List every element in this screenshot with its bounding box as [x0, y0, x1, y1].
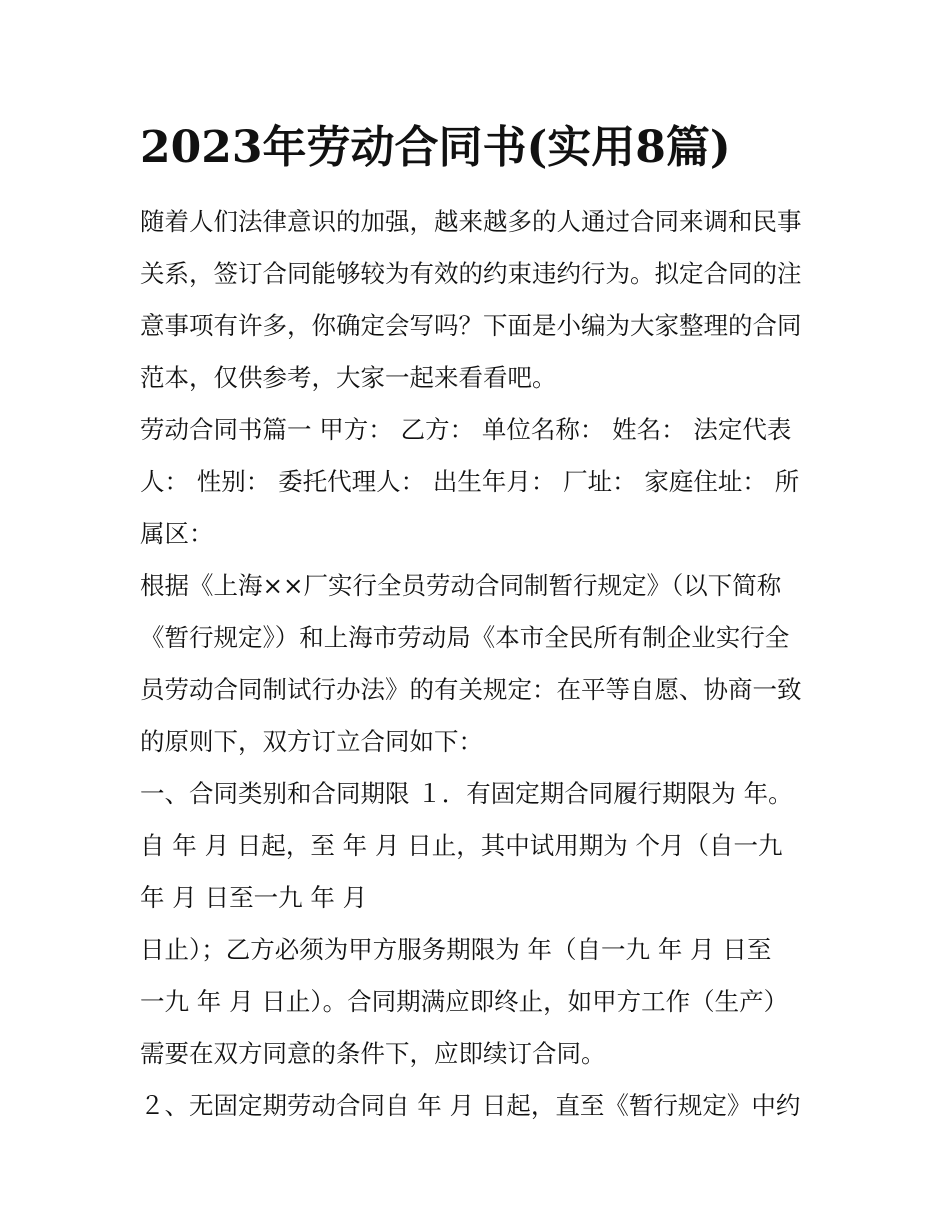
paragraph-line: 一、合同类别和合同期限 １．有固定期合同履行期限为 年。: [140, 779, 793, 808]
paragraph-line: 意事项有许多，你确定会写吗？下面是小编为大家整理的合同: [140, 311, 802, 340]
paragraph-line: 一九 年 月 日止）。合同期满应即终止，如甲方工作（生产）: [140, 987, 789, 1016]
paragraph-line: 人： 性别： 委托代理人： 出生年月： 厂址： 家庭住址： 所: [140, 467, 800, 496]
paragraph-line: 年 月 日至一九 年 月: [140, 883, 368, 912]
paragraph-line: 随着人们法律意识的加强，越来越多的人通过合同来调和民事: [140, 207, 802, 236]
paragraph-line: 的原则下，双方订立合同如下：: [140, 727, 483, 756]
paragraph-line: 需要在双方同意的条件下，应即续订合同。: [140, 1039, 606, 1068]
paragraph-line: 范本，仅供参考，大家一起来看看吧。: [140, 363, 557, 392]
paragraph-line: 日止）；乙方必须为甲方服务期限为 年（自一九 年 月 日至: [140, 935, 772, 964]
paragraph-line: 劳动合同书篇一 甲方： 乙方： 单位名称： 姓名： 法定代表: [140, 415, 792, 444]
document-title: 2023年劳动合同书(实用8篇): [140, 122, 731, 173]
document-body: [140, 196, 812, 1132]
paragraph-line: 根据《上海××厂实行全员劳动合同制暂行规定》（以下简称: [140, 571, 782, 600]
paragraph-line: 自 年 月 日起，至 年 月 日止，其中试用期为 个月（自一九: [140, 831, 783, 860]
paragraph-line: 《暂行规定》）和上海市劳动局《本市全民所有制企业实行全: [140, 623, 790, 652]
paragraph-line: 关系，签订合同能够较为有效的约束违约行为。拟定合同的注: [140, 259, 802, 288]
paragraph-line: 属区：: [140, 519, 214, 548]
paragraph-line: ２、无固定期劳动合同自 年 月 日起，直至《暂行规定》中约: [140, 1091, 801, 1120]
paragraph-line: 员劳动合同制试行办法》的有关规定：在平等自愿、协商一致: [140, 675, 802, 704]
